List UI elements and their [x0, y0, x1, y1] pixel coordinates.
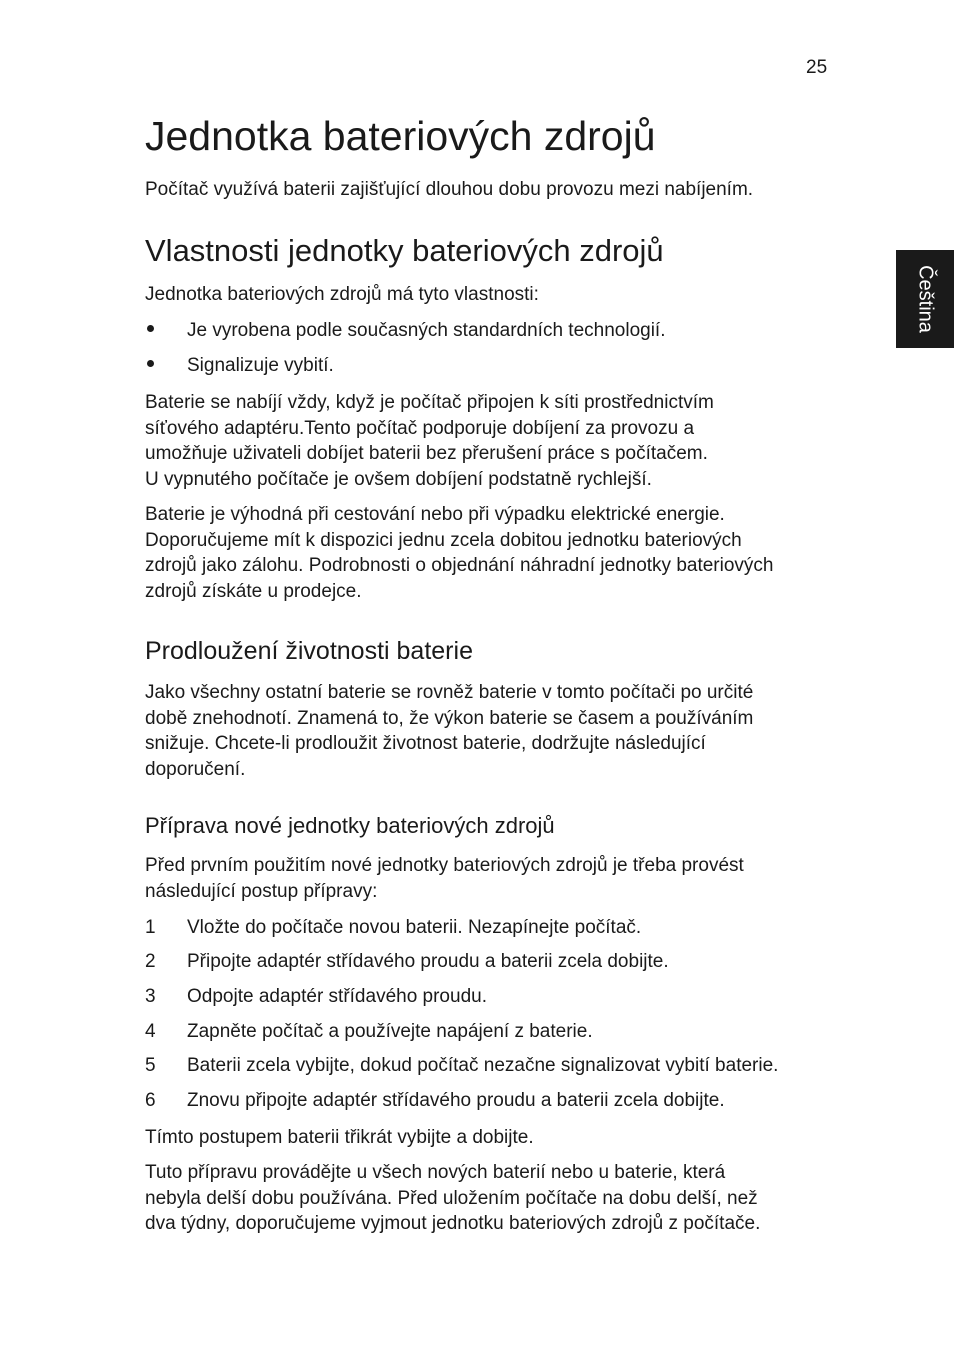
travel-paragraph: Baterie je výhodná při cestování nebo při výpadku elektrické energie. Doporučujeme mít k dispozici jednu zcela dobitou jednotku bateriových zdrojů jako zálohu. Podrobnosti o objednání náhradní jednotky bateriových zdrojů získáte u prodejce.: [145, 504, 774, 602]
step-text: Baterii zcela vybijte, dokud počítač nezačne signalizovat vybití baterie.: [187, 1055, 779, 1076]
repeat-paragraph: Tímto postupem baterii třikrát vybijte a dobijte.: [145, 1127, 534, 1148]
language-tab-label: Čeština: [914, 265, 937, 333]
step-text: Odpojte adaptér střídavého proudu.: [187, 986, 487, 1007]
charging-paragraph: Baterie se nabíjí vždy, když je počítač připojen k síti prostřednictvím síťového adaptéru.Tento počítač podporuje dobíjení za provozu a umožňuje uživateli dobíjet baterii bez přerušení práce s počítačem. U vypnutého počítače je ovšem dobíjení podstatně rychlejší.: [145, 392, 714, 490]
lifetime-paragraph: Jako všechny ostatní baterie se rovněž baterie v tomto počítači po určité době znehodnotí. Znamená to, že výkon baterie se časem a používáním snižuje. Chcete-li prodloužit životnost baterie, dodržujte následující doporučení.: [145, 682, 754, 780]
step-number: 5: [145, 1055, 156, 1076]
language-tab: [896, 250, 954, 348]
bullet-marker: [145, 353, 154, 378]
intro-paragraph: Počítač využívá baterii zajišťující dlouhou dobu provozu mezi nabíjením.: [145, 179, 754, 200]
section-heading-preparation: Příprava nové jednotky bateriových zdrojů: [145, 813, 555, 838]
bullet-text: Je vyrobena podle současných standardních technologií.: [187, 320, 666, 341]
storage-paragraph: Tuto přípravu provádějte u všech nových baterií nebo u baterie, která nebyla delší dobu používána. Před uložením počítače na dobu delší, než dva týdny, doporučujeme vyjmout jednotku bateriových zdrojů z počítače.: [145, 1162, 761, 1234]
bullet-text: Signalizuje vybití.: [187, 355, 334, 376]
step-text: Připojte adaptér střídavého proudu a baterii zcela dobijte.: [187, 951, 669, 972]
bullet-marker: [145, 318, 154, 343]
step-number: 2: [145, 951, 156, 972]
step-text: Vložte do počítače novou baterii. Nezapínejte počítač.: [187, 917, 642, 938]
step-number: 3: [145, 986, 156, 1007]
step-number: 6: [145, 1090, 156, 1111]
section-heading-properties: Vlastnosti jednotky bateriových zdrojů: [145, 233, 664, 268]
page-number: 25: [806, 57, 828, 78]
step-text: Znovu připojte adaptér střídavého proudu a baterii zcela dobijte.: [187, 1090, 725, 1111]
section-heading-lifetime: Prodloužení životnosti baterie: [145, 637, 473, 665]
preparation-lead: Před prvním použitím nové jednotky bateriových zdrojů je třeba provést následující postup přípravy:: [145, 855, 744, 902]
step-number: 4: [145, 1021, 156, 1042]
step-number: 1: [145, 917, 156, 938]
step-text: Zapněte počítač a používejte napájení z baterie.: [187, 1021, 593, 1042]
page-title: Jednotka bateriových zdrojů: [145, 113, 656, 159]
properties-lead: Jednotka bateriových zdrojů má tyto vlastnosti:: [145, 284, 539, 305]
